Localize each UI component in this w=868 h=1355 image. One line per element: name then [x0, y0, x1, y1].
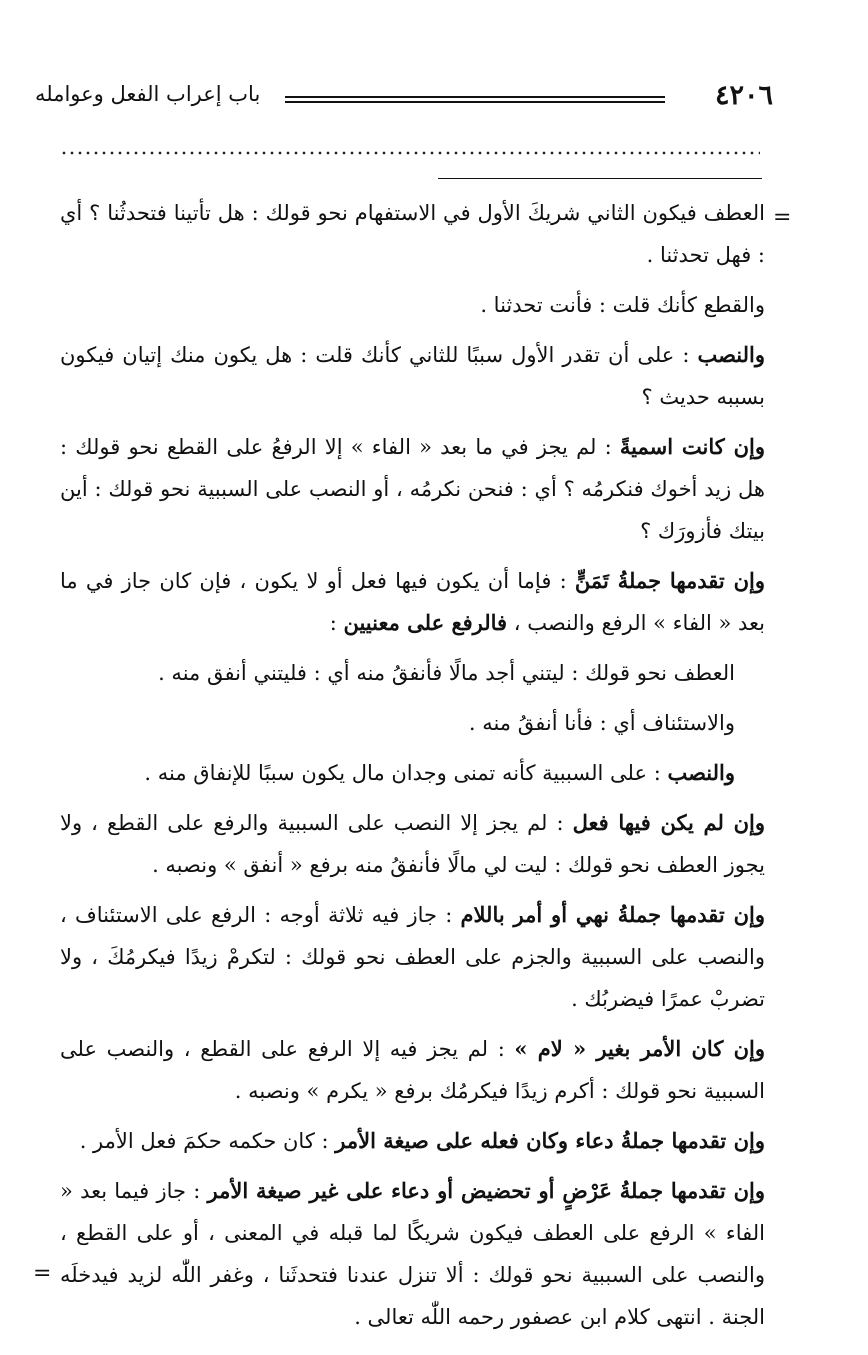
paragraph	[60, 1028, 765, 1112]
paragraph	[60, 1170, 765, 1338]
paragraph-text: العطف نحو قولك : ليتني أجد مالًا فأنفقُ منه أي : فليتني أنفق منه .	[158, 661, 735, 685]
bold-heading-text: وإن تقدمها جملةُ دعاء وكان فعله على صيغة الأمر	[335, 1128, 765, 1153]
paragraph	[60, 752, 765, 794]
paragraph	[60, 894, 765, 1020]
bold-heading-text: وإن تقدمها جملةُ تَمَنٍّ	[574, 568, 765, 593]
paragraph-text: : على السببية كأنه تمنى وجدان مال يكون سببًا للإنفاق منه .	[144, 761, 668, 785]
paragraph-text: والقطع كأنك قلت : فأنت تحدثنا .	[480, 293, 765, 317]
continuation-mark-top: =	[773, 205, 792, 230]
paragraph	[60, 702, 765, 744]
bold-heading-text: وإن كانت اسميةً	[619, 434, 765, 459]
paragraph-text: : لم يجز إلا النصب على السببية والرفع على القطع ، ولا يجوز العطف نحو قولك : ليت لي مالًا فأنفقُ منه برفع « أنفق » ونصبه .	[60, 811, 765, 877]
bold-heading-text: وإن تقدمها جملةُ نهي أو أمر باللام	[460, 902, 765, 927]
paragraph	[60, 334, 765, 418]
paragraph-text: العطف فيكون الثاني شريكَ الأول في الاستفهام نحو قولك : هل تأتينا فتحدثُنا ؟ أي : فهل تحدثنا .	[60, 201, 765, 267]
paragraph	[60, 426, 765, 552]
section-title: باب إعراب الفعل وعوامله	[35, 82, 261, 106]
paragraph	[60, 284, 765, 326]
page-number: ٤٢٠٦	[714, 80, 773, 111]
bold-heading-text: والنصب	[667, 760, 735, 785]
header-double-rule	[285, 96, 665, 103]
bold-heading-text: فالرفع على معنيين	[343, 610, 508, 635]
paragraph	[60, 802, 765, 886]
footnote-body	[60, 192, 765, 1346]
continuation-mark-bottom: =	[33, 1261, 52, 1286]
paragraph-text: : لم يجز فيه إلا الرفع على القطع ، والنصب على السببية نحو قولك : أكرم زيدًا فيكرمُك برفع « يكرم » ونصبه .	[60, 1037, 765, 1103]
paragraph-text: : فإما أن يكون فيها فعل أو لا يكون ، فإن كان جاز في ما بعد « الفاء » الرفع والنصب ،	[60, 569, 765, 635]
bold-heading-text: وإن تقدمها جملةُ عَرْضٍ أو تحضيض أو دعاء على غير صيغة الأمر	[207, 1178, 766, 1203]
paragraph	[60, 1120, 765, 1162]
bold-heading-text: والنصب	[697, 342, 765, 367]
bold-heading-text: وإن لم يكن فيها فعل	[572, 810, 765, 835]
paragraph	[60, 560, 765, 644]
paragraph-text: والاستئناف أي : فأنا أنفقُ منه .	[468, 711, 735, 735]
dotted-separator	[60, 148, 760, 158]
paragraph-text: : جاز فيما بعد « الفاء » الرفع على العطف فيكون شريكًا لما قبله في المعنى ، أو على القطع ، والنصب على السببية نحو قولك : ألا تنزل عندنا فتحدثَنا ، وغفر اللّٰه لزيد فيدخلَه الجنة . انتهى كلام ابن عصفور رحمه اللّٰه تعالى .	[60, 1179, 765, 1329]
footnote-rule	[438, 178, 762, 179]
page-header	[35, 80, 773, 116]
paragraph-text: : كان حكمه حكمَ فعل الأمر .	[79, 1129, 336, 1153]
paragraph	[60, 192, 765, 276]
bold-heading-text: وإن كان الأمر بغير « لام »	[514, 1036, 765, 1061]
paragraph-text: :	[329, 611, 344, 635]
paragraph-text: : جاز فيه ثلاثة أوجه : الرفع على الاستئناف ، والنصب على السببية والجزم على العطف نحو قولك : لتكرمْ زيدًا فيكرمُكَ ، ولا تضربْ عمرًا فيضربُك .	[60, 903, 765, 1011]
paragraph-text: : لم يجز في ما بعد « الفاء » إلا الرفعُ على القطع نحو قولك : هل زيد أخوك فنكرمُه ؟ أي : فنحن نكرمُه ، أو النصب على السببية نحو قولك : أين بيتك فأزورَك ؟	[60, 435, 765, 543]
paragraph-text: : على أن تقدر الأول سببًا للثاني كأنك قلت : هل يكون منك إتيان فيكون بسببه حديث ؟	[60, 343, 765, 409]
paragraph	[60, 652, 765, 694]
